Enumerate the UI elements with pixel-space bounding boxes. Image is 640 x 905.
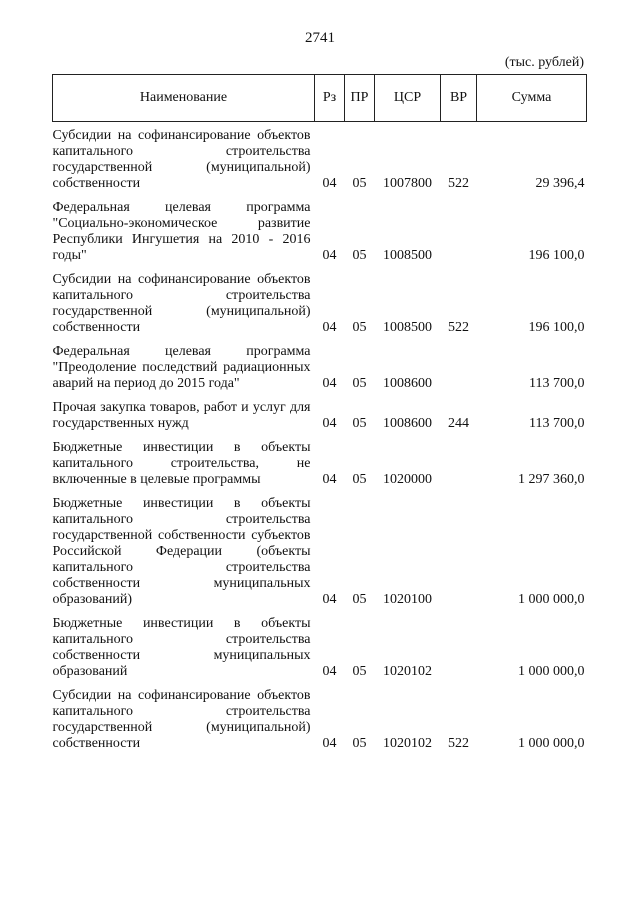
row-pr: 05 <box>352 592 367 607</box>
row-vr: 522 <box>448 736 469 751</box>
row-vr <box>441 200 477 272</box>
row-rz: 04 <box>322 592 337 607</box>
table-body <box>53 122 587 761</box>
row-name: Субсидии на софинансирование объектов капитального строительства государственной (муниципальной) собственности <box>52 272 311 335</box>
header-sum: Сумма <box>477 75 587 122</box>
row-csr: 1020000 <box>383 472 432 487</box>
page-number: 2741 <box>305 30 335 46</box>
row-pr: 05 <box>352 472 367 487</box>
row-rz: 04 <box>322 736 337 751</box>
row-csr: 1007800 <box>383 176 432 191</box>
row-sum: 29 396,4 <box>535 176 585 191</box>
table-row <box>53 440 587 496</box>
row-rz: 04 <box>322 248 337 263</box>
row-name: Субсидии на софинансирование объектов капитального строительства государственной (муниципальной) собственности <box>52 128 311 191</box>
row-sum: 196 100,0 <box>528 320 585 335</box>
row-pr: 05 <box>352 736 367 751</box>
row-csr: 1008500 <box>383 320 432 335</box>
row-vr: 522 <box>448 320 469 335</box>
row-pr: 05 <box>352 416 367 431</box>
row-vr: 244 <box>448 416 469 431</box>
row-csr: 1020100 <box>383 592 432 607</box>
row-name: Бюджетные инвестиции в объекты капитального строительства, не включенные в целевые программы <box>52 440 311 487</box>
table-row <box>53 122 587 201</box>
row-sum: 1 297 360,0 <box>518 472 585 487</box>
row-vr <box>441 344 477 400</box>
units-label: (тыс. рублей) <box>504 55 584 70</box>
row-csr: 1008600 <box>383 416 432 431</box>
row-sum: 196 100,0 <box>528 248 585 263</box>
table-row <box>53 200 587 272</box>
table-row <box>53 272 587 344</box>
row-pr: 05 <box>352 376 367 391</box>
row-rz: 04 <box>322 320 337 335</box>
row-pr: 05 <box>352 176 367 191</box>
row-rz: 04 <box>322 664 337 679</box>
row-csr: 1008600 <box>383 376 432 391</box>
row-vr <box>441 496 477 616</box>
row-name: Бюджетные инвестиции в объекты капитального строительства собственности муниципальных образований <box>52 616 311 679</box>
header-csr: ЦСР <box>375 75 441 122</box>
row-rz: 04 <box>322 176 337 191</box>
table-header-row <box>53 75 587 122</box>
row-sum: 1 000 000,0 <box>518 664 585 679</box>
row-csr: 1020102 <box>383 736 432 751</box>
row-vr <box>441 440 477 496</box>
row-name: Субсидии на софинансирование объектов капитального строительства государственной (муниципальной) собственности <box>52 688 311 751</box>
table-row <box>53 496 587 616</box>
header-name: Наименование <box>53 75 315 122</box>
row-rz: 04 <box>322 376 337 391</box>
table-row <box>53 616 587 688</box>
row-sum: 1 000 000,0 <box>518 736 585 751</box>
table-row <box>53 688 587 760</box>
row-name: Прочая закупка товаров, работ и услуг для государственных нужд <box>52 400 311 431</box>
row-name: Бюджетные инвестиции в объекты капитального строительства государственной собственности субъектов Российской Федерации (объекты капитального строительства собственности муниципальных образований) <box>52 496 311 607</box>
header-vr: ВР <box>441 75 477 122</box>
budget-table <box>52 74 587 760</box>
row-rz: 04 <box>322 416 337 431</box>
row-sum: 113 700,0 <box>529 376 585 391</box>
row-pr: 05 <box>352 664 367 679</box>
row-sum: 1 000 000,0 <box>518 592 585 607</box>
row-vr: 522 <box>448 176 469 191</box>
header-pr: ПР <box>345 75 375 122</box>
row-rz: 04 <box>322 472 337 487</box>
row-vr <box>441 616 477 688</box>
row-name: Федеральная целевая программа "Социально-экономическое развитие Республики Ингушетия на 2010 - 2016 годы" <box>52 200 311 263</box>
table-row <box>53 400 587 440</box>
row-pr: 05 <box>352 320 367 335</box>
row-pr: 05 <box>352 248 367 263</box>
row-sum: 113 700,0 <box>529 416 585 431</box>
table-row <box>53 344 587 400</box>
header-rz: Рз <box>315 75 345 122</box>
row-name: Федеральная целевая программа "Преодоление последствий радиационных аварий на период до 2015 года" <box>52 344 311 391</box>
row-csr: 1020102 <box>383 664 432 679</box>
row-csr: 1008500 <box>383 248 432 263</box>
